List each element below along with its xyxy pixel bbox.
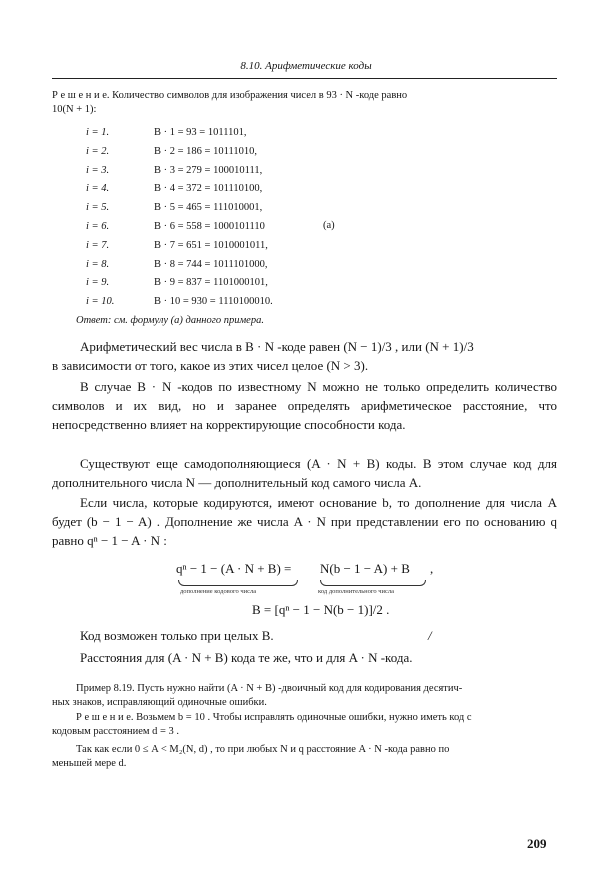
table-row xyxy=(86,240,268,251)
solution-line-1: Р е ш е н и е. Количество символов для изображения чисел в 93 · N -коде равно xyxy=(52,90,408,101)
running-title: 8.10. Арифметические коды xyxy=(240,60,372,72)
table-expression: B · 10 = 930 = 1110100010. xyxy=(154,296,273,308)
formula-2: B = [qⁿ − 1 − N(b − 1)]/2 . xyxy=(252,602,390,617)
table-index: i = 10. xyxy=(86,296,115,308)
page-number: 209 xyxy=(527,836,547,851)
table-index: i = 8. xyxy=(86,258,110,270)
table-index: i = 7. xyxy=(86,239,110,251)
table-row xyxy=(86,296,273,307)
table-row xyxy=(86,221,265,232)
formula-right: N(b − 1 − A) + B xyxy=(320,561,410,576)
solution2-line-1: Р е ш е н и е. Возьмем b = 10 . Чтобы исправлять одиночные ошибки, нужно иметь код с xyxy=(76,712,472,723)
table-expression: B · 8 = 744 = 1011101000, xyxy=(154,258,268,270)
underbrace-label-right: код дополнительного числа xyxy=(318,588,395,595)
example-line-1: Пример 8.19. Пусть нужно найти (A · N + B) -двоичный код для кодирования десятич- xyxy=(76,683,463,694)
answer-line: Ответ: см. формулу (а) данного примера. xyxy=(76,315,264,326)
table-index: i = 4. xyxy=(86,183,110,195)
table-expression: B · 2 = 186 = 10111010, xyxy=(154,145,257,157)
paragraph-4: Если числа, которые кодируются, имеют основание b, то дополнение для числа A будет (b − 1 − A) . Дополнение же числа A · N при представлении его по основанию q равно qⁿ − 1 − A · N : xyxy=(52,495,557,548)
underbrace-right xyxy=(320,580,426,586)
table-index: i = 2. xyxy=(86,145,110,157)
distance-line: Расстояния для (A · N + B) кода те же, что и для A · N -кода. xyxy=(80,650,413,665)
paragraph-3: Существуют еще самодополняющиеся (A · N + B) коды. В этом случае код для дополнительного числа N — дополнительный код самого числа A. xyxy=(52,456,557,490)
example-line-2: ных знаков, исправляющий одиночные ошибки. xyxy=(52,697,267,708)
table-row xyxy=(86,127,246,138)
table-index: i = 1. xyxy=(86,127,110,138)
underbrace-label-left: дополнение кодового числа xyxy=(180,588,257,595)
table-expression: B · 3 = 279 = 100010111, xyxy=(154,164,263,176)
formula-left: qⁿ − 1 − (A · N + B) = xyxy=(176,561,292,576)
table-row xyxy=(86,277,268,288)
solution2-line-4: меньшей мере d. xyxy=(52,758,127,769)
table-mark: (а) xyxy=(323,220,335,231)
integer-condition-line: Код возможен только при целых B. xyxy=(80,628,274,643)
solution-line-2: 10(N + 1): xyxy=(52,104,97,115)
table-row xyxy=(86,259,267,270)
solution2-line-3: Так как если 0 ≤ A < M₂(N, d) , то при любых N и q расстояние A · N -кода равно по xyxy=(76,744,450,755)
table-expression: B · 1 = 93 = 1011101, xyxy=(154,127,247,138)
table-row xyxy=(86,202,262,213)
stray-mark: / xyxy=(428,628,432,643)
paragraph-2: В случае B · N -кодов по известному N можно не только определить количество символов и их вид, но и заранее определять арифметическое расстояние, что непосредственно влияет на корректирующие способности кода. xyxy=(52,379,557,432)
table-expression: B · 6 = 558 = 1000101110 xyxy=(154,221,265,232)
table-index: i = 5. xyxy=(86,202,110,214)
formula-comma: , xyxy=(430,561,434,576)
table-row xyxy=(86,183,262,194)
table-expression: B · 9 = 837 = 1101000101, xyxy=(154,277,268,289)
paragraph-1-line-1: Арифметический вес числа в B · N -коде равен (N − 1)/3 , или (N + 1)/3 xyxy=(80,339,474,354)
table-index: i = 6. xyxy=(86,221,110,232)
table-row xyxy=(86,165,262,176)
table-index: i = 9. xyxy=(86,277,110,289)
paragraph-1-line-2: в зависимости от того, какое из этих чисел целое (N > 3). xyxy=(52,358,369,373)
table-row xyxy=(86,146,257,157)
underbrace-left xyxy=(178,580,298,586)
solution2-line-2: кодовым расстоянием d = 3 . xyxy=(52,726,180,737)
table-index: i = 3. xyxy=(86,164,110,176)
header-rule xyxy=(52,78,557,79)
table-expression: B · 7 = 651 = 1010001011, xyxy=(154,239,268,251)
table-expression: B · 5 = 465 = 111010001, xyxy=(154,202,263,214)
table-expression: B · 4 = 372 = 101110100, xyxy=(154,183,263,195)
